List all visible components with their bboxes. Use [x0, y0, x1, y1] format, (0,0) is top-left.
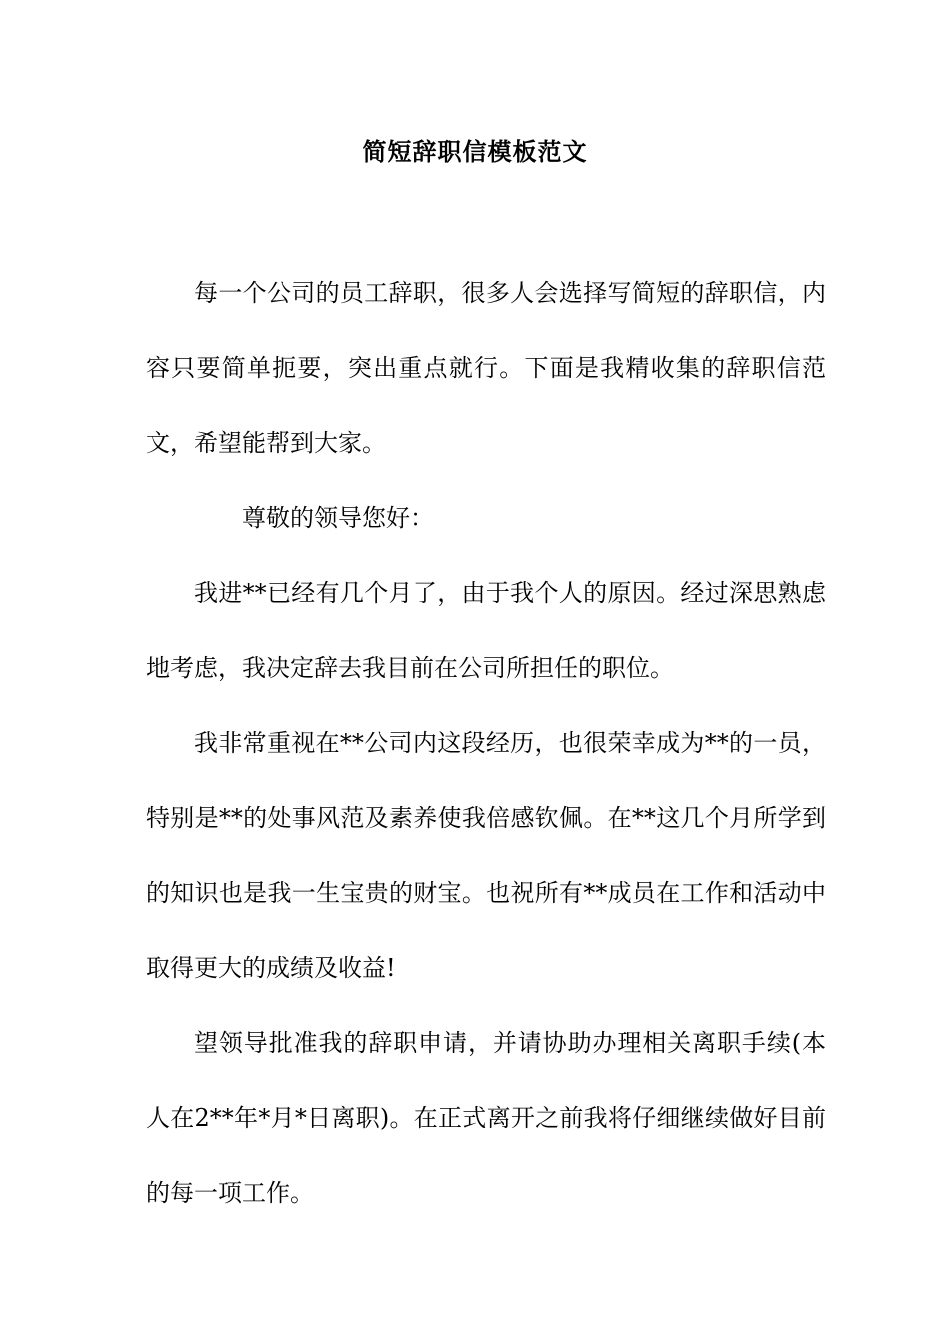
body-paragraph-3: 望领导批准我的辞职申请，并请协助办理相关离职手续(本人在2**年*月*日离职)。在正式离开之前我将仔细继续做好目前的每一项工作。	[146, 1029, 826, 1207]
document-title: 简短辞职信模板范文	[362, 137, 588, 166]
salutation-line: 尊敬的领导您好：	[242, 504, 434, 532]
body-paragraph-2: 我非常重视在**公司内这段经历，也很荣幸成为**的一员，特别是**的处事风范及素养使我倍感钦佩。在**这几个月所学到的知识也是我一生宝贵的财宝。也祝所有**成员在工作和活动中取得更大的成绩及收益!	[146, 729, 826, 982]
intro-paragraph: 每一个公司的员工辞职，很多人会选择写简短的辞职信，内容只要简单扼要，突出重点就行。下面是我精收集的辞职信范文，希望能帮到大家。	[146, 279, 826, 457]
document-body	[146, 256, 826, 1231]
body-paragraph-1: 我进**已经有几个月了，由于我个人的原因。经过深思熟虑地考虑，我决定辞去我目前在公司所担任的职位。	[146, 579, 826, 682]
